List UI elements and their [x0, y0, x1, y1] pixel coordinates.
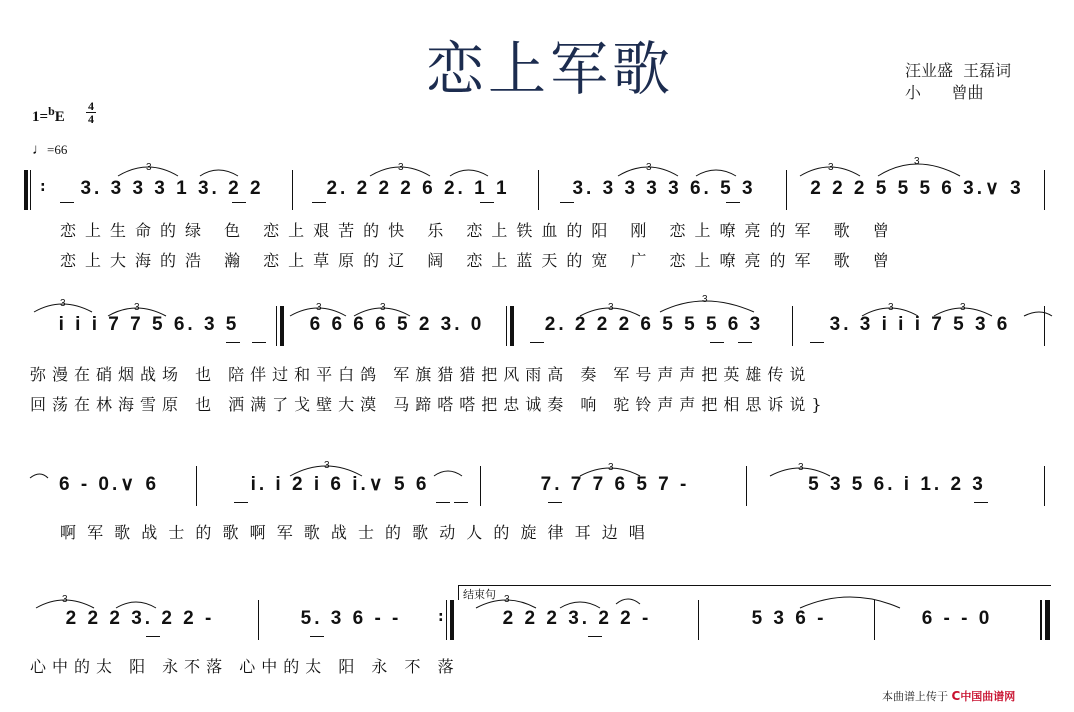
triplet-mark: 3 [646, 162, 652, 173]
measure-notes: 5 3 5 6. i 1. 2 3 [808, 474, 986, 495]
tie [1024, 312, 1052, 316]
slur [116, 602, 156, 608]
lyrics-verse-1: 啊 军 歌 战 士 的 歌 啊 军 歌 战 士 的 歌 动 人 的 旋 律 耳 边 唱 [60, 523, 648, 542]
triplet-mark: 3 [324, 460, 330, 471]
repeat-dots: : [438, 609, 444, 625]
triplet-mark: 3 [398, 162, 404, 173]
lyrics-verse-2: 回荡在林海雪原 也 洒满了戈壁大漠 马蹄嗒嗒把忠诚奏 响 驼铃声声把相思诉说} [30, 395, 828, 414]
triplet-mark: 3 [380, 302, 386, 313]
slur [200, 170, 238, 176]
triplet-mark: 3 [828, 162, 834, 173]
footer-credit [882, 688, 1015, 704]
tie [30, 474, 48, 478]
triplet-mark: 3 [702, 294, 708, 305]
slur [560, 602, 600, 608]
repeat-dots: : [40, 179, 46, 195]
measure-notes: 5 3 6 - [751, 608, 827, 629]
fermata-icon [616, 599, 640, 604]
footer-prefix: 本曲谱上传于 [882, 690, 948, 703]
measure-notes: 2. 2 2 2 6 5 5 5 6 3 [544, 314, 764, 335]
key-prefix: 1= [32, 109, 49, 125]
measure-notes: i i i 7 7 5 6. 3 5 [58, 314, 240, 335]
triplet-mark: 3 [798, 462, 804, 473]
lyricist-credit: 汪业盛 王磊词 [905, 61, 1012, 80]
measure-notes: 6 - - 0 [921, 608, 993, 629]
site-name-link[interactable]: 中国曲谱网 [960, 690, 1016, 703]
triplet-mark: 3 [146, 162, 152, 173]
key-note: E [54, 109, 65, 125]
lyrics-verse-1: 弥漫在硝烟战场 也 陪伴过和平白鸽 军旗猎猎把风雨高 奏 军号声声把英雄传说 [30, 365, 812, 384]
time-signature-bottom: 4 [88, 112, 94, 126]
measure-notes: 3. 3 i i i 7 5 3 6 [829, 314, 1011, 335]
lyrics-verse-1: 恋上生命的绿 色 恋上艰苦的快 乐 恋上铁血的阳 刚 恋上嘹亮的军 歌 曾 [60, 221, 898, 240]
measure-notes: 3. 3 3 3 1 3. 2 2 [80, 178, 264, 199]
tempo-value: =66 [47, 142, 68, 157]
triplet-mark: 3 [608, 462, 614, 473]
measure-notes: i. i 2 i 6 i.∨ 5 6 [250, 474, 430, 495]
time-signature-top: 4 [88, 99, 94, 113]
triplet-mark: 3 [914, 156, 920, 167]
lyrics-verse-2: 恋上大海的浩 瀚 恋上草原的辽 阔 恋上蓝天的宽 广 恋上嘹亮的军 歌 曾 [60, 251, 898, 270]
measure-notes: 2 2 2 5 5 5 6 3.∨ 3 [810, 178, 1024, 199]
composer-credit: 小 曾曲 [905, 83, 984, 102]
triplet-mark: 3 [608, 302, 614, 313]
triplet-mark: 3 [888, 302, 894, 313]
triplet-mark: 3 [134, 302, 140, 313]
song-title: 恋上军歌 [425, 35, 674, 103]
triplet-mark: 3 [960, 302, 966, 313]
triplet-mark: 3 [316, 302, 322, 313]
measure-notes: 6 - 0.∨ 6 [58, 474, 160, 495]
measure-notes: 2. 2 2 2 6 2. 1 1 [326, 178, 510, 199]
lyrics-verse-1: 心中的太 阳 永不落 心中的太 阳 永 不 落 [30, 657, 460, 676]
triplet-mark: 3 [60, 298, 66, 309]
ending-label: 结束句 [463, 588, 496, 601]
slur [450, 170, 488, 176]
measure-notes: 7. 7 7 6 5 7 - [540, 474, 690, 495]
slur [696, 170, 736, 176]
site-logo-icon: C [951, 689, 961, 703]
triplet-mark: 3 [504, 594, 510, 605]
measure-notes: 2 2 2 3. 2 2 - [65, 608, 215, 629]
measure-notes: 2 2 2 3. 2 2 - [502, 608, 652, 629]
measure-notes: 5. 3 6 - - [300, 608, 402, 629]
measure-notes: 6 6 6 6 5 2 3. 0 [309, 314, 485, 335]
measure-notes: 3. 3 3 3 3 6. 5 3 [572, 178, 756, 199]
flat-sign: b [48, 104, 55, 118]
tie [800, 597, 900, 608]
triplet-mark: 3 [62, 594, 68, 605]
quarter-note-icon: ♩ [32, 142, 47, 158]
slur [434, 471, 462, 476]
